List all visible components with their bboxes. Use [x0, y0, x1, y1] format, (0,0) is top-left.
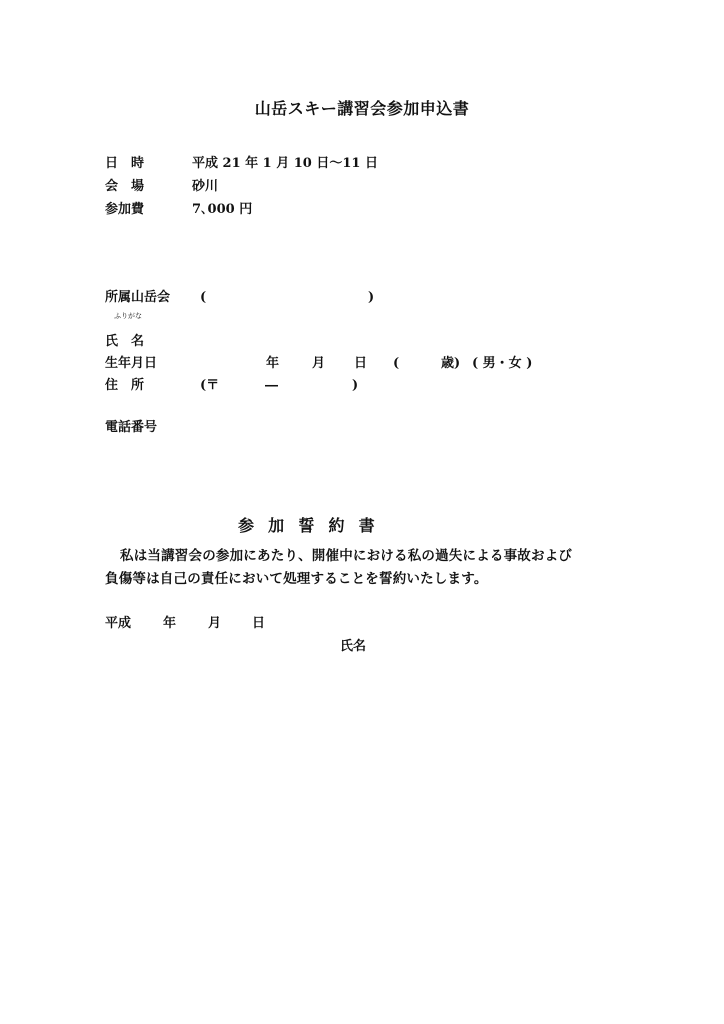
pledge-date-day: 日	[252, 616, 266, 631]
furigana-label: ふりがな	[114, 312, 142, 320]
age-bracket-open: (	[393, 356, 400, 371]
date-label: 日 時	[105, 156, 145, 171]
document-title: 山岳スキー講習会参加申込書	[254, 99, 470, 118]
pledge-date-era: 平成	[105, 616, 132, 631]
pledge-title: 参 加 誓 約 書	[238, 516, 375, 535]
postal-code-dash: ―	[265, 378, 278, 393]
pledge-date-year: 年	[163, 616, 177, 631]
club-bracket-open: (	[200, 290, 207, 305]
club-label: 所属山岳会	[105, 290, 171, 305]
age-unit: 歳)	[441, 356, 461, 371]
pledge-text-line-1: 私は当講習会の参加にあたり、開催中における私の過失による事故および	[120, 548, 573, 564]
address-label: 住 所	[105, 378, 145, 393]
birthdate-label: 生年月日	[105, 356, 158, 371]
fee-label: 参加費	[105, 202, 145, 217]
birth-day-unit: 日	[354, 356, 368, 371]
name-label: 氏 名	[105, 334, 145, 349]
birth-month-unit: 月	[312, 356, 326, 371]
signature-name-label: 氏名	[340, 639, 367, 654]
postal-code-close: )	[352, 378, 359, 393]
venue-value: 砂川	[192, 179, 219, 194]
pledge-text-line-2: 負傷等は自己の責任において処理することを誓約いたします。	[105, 571, 488, 587]
postal-code-open: (〒	[200, 378, 220, 393]
fee-value: 7､000 円	[192, 202, 253, 217]
pledge-date-month: 月	[208, 616, 222, 631]
phone-label: 電話番号	[105, 420, 158, 435]
gender-choice: ( 男・女 )	[472, 356, 533, 371]
venue-label: 会 場	[105, 179, 145, 194]
date-value: 平成 21 年 1 月 10 日～11 日	[192, 156, 378, 171]
birth-year-unit: 年	[266, 356, 280, 371]
club-bracket-close: )	[368, 290, 375, 305]
